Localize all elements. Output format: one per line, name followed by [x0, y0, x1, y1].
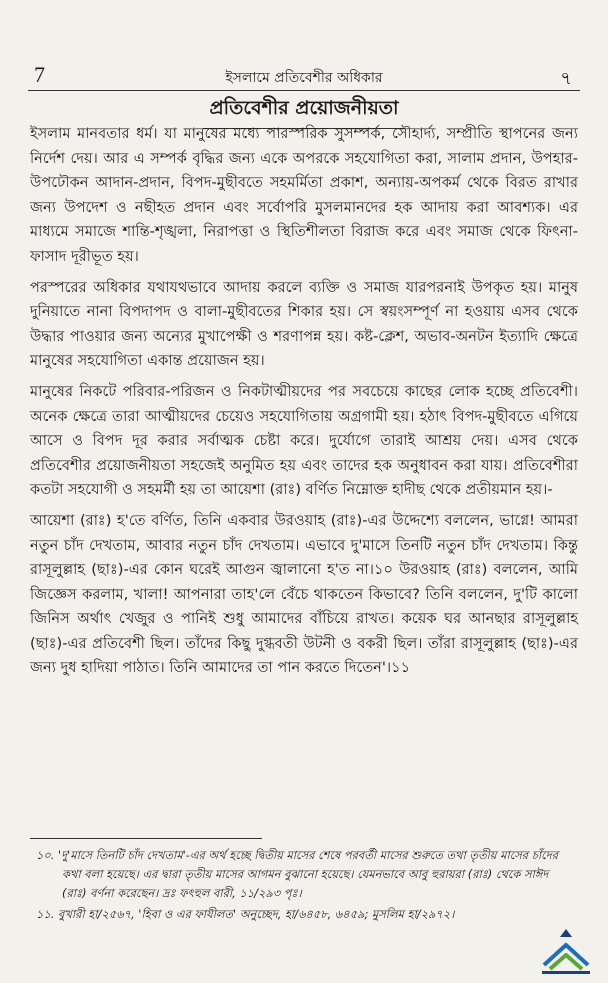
- footnote-divider: [30, 838, 262, 839]
- page-number-bengali: ৭: [560, 68, 572, 89]
- footnote-10: ১০. 'দু'মাসে তিনটি চাঁদ দেখতাম'-এর অর্থ হচ্ছে দ্বিতীয় মাসের শেষে পরবর্তী মাসের শুরুতে তথা তৃতীয় মাসের চাঁদের কথা বলা হয়েছে। এর দ্বারা তৃতীয় মাসের আগমন বুঝানো হয়েছে। যেমনভাবে আবু হুরায়রা (রাঃ) থেকে সাঈদ (রাঃ) বর্ণনা করেছেন। দ্রঃ ফৎহুল বারী, ১১/২৯৩ পৃঃ।: [36, 848, 558, 900]
- page-number-latin: 7: [34, 62, 45, 87]
- running-title: ইসলামে প্রতিবেশীর অধিকার: [225, 70, 383, 86]
- paragraph-2: পরস্পরের অধিকার যথাযথভাবে আদায় করলে ব্যক্তি ও সমাজ যারপরনাই উপকৃত হয়। মানুষ দুনিয়াতে নানা বিপদাপদ ও বালা-মুছীবতের শিকার হয়। সে স্বয়ংসম্পূর্ণ না হওয়ায় এসব থেকে উদ্ধার পাওয়ার জন্য অন্যের মুখাপেক্ষী ও শরণাপন্ন হয়। কষ্ট-ক্লেশ, অভাব-অনটন ইত্যাদি ক্ষেত্রে মানুষের সহযোগিতা একান্ত প্রয়োজন হয়।: [30, 278, 578, 370]
- running-header: [28, 62, 580, 91]
- paragraph-4: আয়েশা (রাঃ) হ'তে বর্ণিত, তিনি একবার উরওয়াহ (রাঃ)-এর উদ্দেশ্যে বললেন, ভাগ্নে! আমরা নতুন চাঁদ দেখতাম, আবার নতুন চাঁদ দেখতাম। এভাবে দু'মাসে তিনটি নতুন চাঁদ দেখতাম। কিন্তু রাসূলুল্লাহ (ছাঃ)-এর কোন ঘরেই আগুন জ্বালানো হ'ত না।১০ উরওয়াহ (রাঃ) বললেন, আমি জিজ্ঞেস করলাম, খালা! আপনারা তাহ'লে বেঁচে থাকতেন কিভাবে? তিনি বললেন, দু'টি কালো জিনিস অর্থাৎ খেজুর ও পানিই শুধু আমাদের বাঁচিয়ে রাখত। কয়েক ঘর আনছার রাসূলুল্লাহ (ছাঃ)-এর প্রতিবেশী ছিল। তাঁদের কিছু দুগ্ধবতী উটনী ও বকরী ছিল। তাঁরা রাসূলুল্লাহ (ছাঃ)-এর জন্য দুধ হাদিয়া পাঠাত। তিনি আমাদের তা পান করতে দিতেন'।১১: [30, 511, 578, 677]
- body-text: [30, 122, 578, 687]
- section-heading: প্রতিবেশীর প্রয়োজনীয়তা: [203, 94, 404, 129]
- footnote-11: ১১. বুখারী হা/২৫৬৭, 'হিবা ও এর ফাযীলত' অনুচ্ছেদ, হা/৬৪৫৮, ৬৪৫৯; মুসলিম হা/২৯৭২।: [36, 907, 455, 921]
- footnotes: [36, 846, 572, 926]
- paragraph-3: মানুষের নিকটে পরিবার-পরিজন ও নিকটাত্মীয়দের পর সবচেয়ে কাছের লোক হচ্ছে প্রতিবেশী। অনেক ক্ষেত্রে তারা আত্মীয়দের চেয়েও সহযোগিতায় অগ্রগামী হয়। হঠাৎ বিপদ-মুছীবতে এগিয়ে আসে ও বিপদ দূর করার সর্বাত্মক চেষ্টা করে। দুর্যোগে তারাই আশ্রয় দেয়। এসব থেকে প্রতিবেশীর প্রয়োজনীয়তা সহজেই অনুমিত হয় এবং তাদের হক অনুধাবন করা যায়। প্রতিবেশীরা কতটা সহযোগী ও সহমর্মী হয় তা আয়েশা (রাঃ) বর্ণিত নিম্নোক্ত হাদীছ থেকে প্রতীয়মান হয়।-: [30, 382, 578, 499]
- paragraph-1: ইসলাম মানবতার ধর্ম। যা মানুষের মধ্যে পারস্পরিক সুসম্পর্ক, সৌহার্দ্য, সম্প্রীতি স্থাপনের জন্য নির্দেশ দেয়। আর এ সম্পর্ক বৃদ্ধির জন্য একে অপরকে সহযোগিতা করা, সালাম প্রদান, উপহার-উপঢৌকন আদান-প্রদান, বিপদ-মুছীবতে সহমর্মিতা প্রকাশ, অন্যায়-অপকর্ম থেকে বিরত রাখার জন্য উপদেশ ও নছীহত প্রদান এবং সর্বোপরি মুসলমানদের হক আদায় করা আবশ্যক। এর মাধ্যমে সমাজে শান্তি-শৃঙ্খলা, নিরাপত্তা ও স্থিতিশীলতা বিরাজ করে এবং সমাজ থেকে ফিৎনা-ফাসাদ দূরীভূত হয়।: [30, 125, 578, 265]
- publisher-logo-icon: [536, 925, 596, 975]
